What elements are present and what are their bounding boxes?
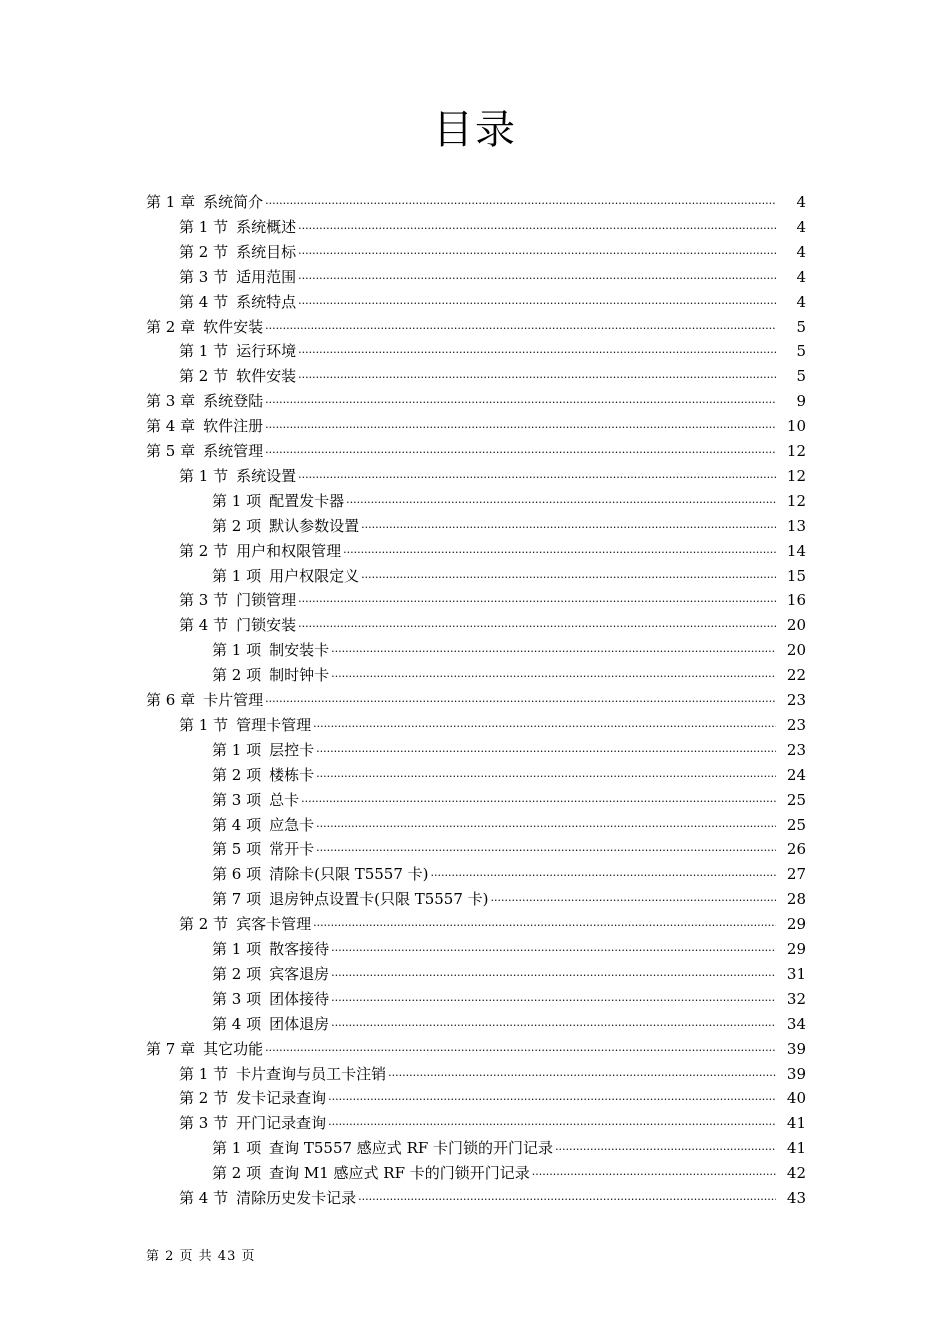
toc-entry-number: 第 1 节 [179,217,229,236]
toc-entry[interactable] [212,937,806,962]
toc-entry-page: 4 [796,267,806,286]
toc-leader-dots [361,512,776,537]
toc-entry-label [212,1161,530,1186]
toc-leader-dots [316,811,776,836]
toc-entry-label [146,688,263,713]
toc-entry-title: 系统简介 [203,193,264,211]
toc-entry-page: 13 [786,516,806,535]
toc-entry-title: 卡片查询与员工卡注销 [236,1064,387,1083]
toc-entry-title: 其它功能 [203,1039,264,1058]
toc-entry-number: 第 2 项 [212,666,262,685]
toc-entry-title: 卡片管理 [203,691,264,709]
toc-entry-label [179,588,296,613]
toc-leader-dots [313,910,776,935]
toc-entry-label [179,240,296,265]
toc-leader-dots [316,761,776,786]
toc-leader-dots [328,1084,776,1109]
toc-entry-page: 26 [786,840,806,859]
toc-entry[interactable] [179,713,806,738]
toc-entry-page: 23 [786,715,806,734]
toc-entry[interactable] [212,788,806,813]
toc-entry[interactable] [179,464,806,489]
toc-entry-label [212,962,329,987]
toc-entry-title: 系统设置 [236,466,297,485]
toc-entry-label [146,1037,263,1062]
toc-entry-number: 第 2 项 [212,964,262,983]
toc-leader-dots [298,213,776,238]
toc-entry-number: 第 2 节 [179,367,229,386]
toc-entry-number: 第 2 项 [212,1164,262,1183]
toc-entry[interactable] [212,564,806,589]
toc-entry-page: 20 [786,616,806,635]
toc-entry-page: 39 [786,1039,806,1058]
toc-entry-label [212,837,314,862]
toc-entry-title: 系统目标 [236,242,297,261]
toc-entry[interactable] [179,290,806,315]
toc-entry-number: 第 1 项 [212,641,262,660]
toc-entry-title: 团体退房 [269,1014,330,1033]
toc-leader-dots [298,586,776,611]
toc-entry-page: 10 [786,417,806,436]
toc-entry-page: 4 [796,217,806,236]
toc-entry-page: 32 [786,989,806,1008]
toc-entry-label [212,738,314,763]
toc-leader-dots [298,263,776,288]
toc-entry-page: 28 [786,890,806,909]
toc-entry-number: 第 2 章 [146,317,196,336]
toc-entry[interactable] [179,613,806,638]
toc-entry-page: 5 [796,367,806,386]
toc-entry-title: 退房钟点设置卡(只限 T5557 卡) [269,890,489,909]
toc-entry-label [212,763,314,788]
toc-leader-dots [316,736,776,761]
toc-entry-label [212,638,329,663]
toc-entry-label [146,414,263,439]
toc-leader-dots [265,188,776,213]
toc-entry-title: 制安装卡 [269,641,330,660]
toc-entry[interactable] [212,862,806,887]
toc-entry-label [212,813,314,838]
toc-leader-dots [346,487,776,512]
toc-entry-title: 适用范围 [236,267,297,286]
toc-entry-number: 第 1 节 [179,1064,229,1083]
toc-leader-dots [331,1010,776,1035]
toc-entry-number: 第 4 节 [179,616,229,635]
toc-entry-title: 用户权限定义 [269,566,360,585]
toc-leader-dots [431,860,776,885]
toc-entry-number: 第 4 项 [212,815,262,834]
toc-entry-title: 系统管理 [203,442,264,460]
toc-entry-title: 团体接待 [269,989,330,1008]
toc-leader-dots [331,985,776,1010]
toc-entry-title: 宾客退房 [269,964,330,983]
toc-entry-title: 层控卡 [269,740,315,759]
toc-entry[interactable] [179,588,806,613]
toc-entry-label [179,265,296,290]
toc-entry-label [212,1136,553,1161]
toc-entry-title: 用户和权限管理 [236,541,342,560]
toc-entry-page: 23 [786,740,806,759]
toc-entry[interactable] [212,887,806,912]
toc-leader-dots [343,537,776,562]
toc-entry-number: 第 4 项 [212,1014,262,1033]
toc-leader-dots [491,885,776,910]
toc-entry[interactable] [179,215,806,240]
toc-leader-dots [265,387,776,412]
toc-entry-title: 查询 M1 感应式 RF 卡的门锁开门记录 [269,1164,530,1183]
toc-entry-page: 31 [786,964,806,983]
toc-entry-title: 散客接待 [269,940,330,958]
toc-entry-number: 第 3 项 [212,989,262,1008]
toc-entry[interactable] [212,837,806,862]
toc-entry-label [179,364,296,389]
toc-leader-dots [298,362,776,387]
toc-entry[interactable] [212,962,806,987]
toc-entry-number: 第 1 章 [146,193,196,211]
toc-entry-label [179,713,311,738]
toc-entry[interactable] [179,240,806,265]
toc-entry[interactable] [212,813,806,838]
toc-entry-title: 管理卡管理 [236,715,312,734]
toc-entry-page: 5 [796,317,806,336]
toc-entry-label [179,1186,356,1211]
toc-entry-title: 门锁安装 [236,616,297,635]
toc-entry-title: 默认参数设置 [269,516,360,535]
toc-entry[interactable] [179,1062,806,1087]
toc-leader-dots [532,1159,776,1184]
toc-entry-title: 查询 T5557 感应式 RF 卡门锁的开门记录 [269,1139,554,1158]
toc-entry-page: 42 [786,1164,806,1183]
toc-entry-page: 4 [796,292,806,311]
toc-entry-title: 运行环境 [236,342,297,361]
toc-entry-page: 24 [786,765,806,784]
toc-leader-dots [331,935,776,960]
toc-entry-title: 系统特点 [236,292,297,311]
toc-entry-label [179,539,341,564]
toc-leader-dots [555,1134,776,1159]
toc-entry[interactable] [146,190,806,215]
toc-entry-page: 29 [786,915,806,934]
toc-entry-label [179,912,311,937]
toc-entry[interactable] [212,489,806,514]
toc-entry-label [179,339,296,364]
toc-entry-title: 软件安装 [203,317,264,336]
toc-entry-title: 应急卡 [269,815,315,834]
toc-entry-label [212,887,489,912]
toc-entry-label [212,788,299,813]
toc-entry-page: 34 [786,1014,806,1033]
toc-entry-number: 第 4 节 [179,292,229,311]
toc-entry[interactable] [179,364,806,389]
toc-entry-title: 楼栋卡 [269,765,315,784]
toc-entry-number: 第 2 节 [179,1089,229,1108]
toc-entry[interactable] [146,1037,806,1062]
toc-entry-page: 23 [786,691,806,709]
toc-entry-page: 14 [786,541,806,560]
toc-leader-dots [298,462,776,487]
toc-entry[interactable] [212,1161,806,1186]
toc-leader-dots [361,562,776,587]
toc-entry-page: 22 [786,666,806,685]
toc-entry[interactable] [179,539,806,564]
toc-entry-number: 第 5 章 [146,442,196,460]
toc-entry-title: 宾客卡管理 [236,915,312,934]
toc-entry[interactable] [212,663,806,688]
toc-entry-number: 第 3 节 [179,267,229,286]
toc-entry-label [146,389,263,414]
toc-entry-number: 第 3 项 [212,790,262,809]
toc-entry[interactable] [146,315,806,340]
toc-entry[interactable] [212,514,806,539]
toc-entry-label [212,1012,329,1037]
toc-entry[interactable] [212,1012,806,1037]
toc-entry-title: 总卡 [269,790,300,809]
toc-entry-label [212,987,329,1012]
toc-entry-number: 第 1 项 [212,566,262,585]
toc-leader-dots [388,1060,776,1085]
toc-entry-number: 第 2 节 [179,915,229,934]
toc-entry-number: 第 7 项 [212,890,262,909]
toc-entry-page: 41 [786,1139,806,1158]
toc-leader-dots [331,960,776,985]
toc-entry[interactable] [146,439,806,464]
toc-entry-number: 第 6 章 [146,691,196,709]
toc-leader-dots [298,337,776,362]
toc-entry-number: 第 1 项 [212,940,262,958]
toc-entry-number: 第 1 项 [212,491,262,510]
toc-entry-label [212,514,359,539]
toc-leader-dots [331,636,776,661]
toc-entry[interactable] [146,414,806,439]
toc-entry-number: 第 3 节 [179,591,229,610]
toc-entry-label [212,862,429,887]
toc-entry-title: 发卡记录查询 [236,1089,327,1108]
toc-entry-number: 第 1 节 [179,342,229,361]
toc-entry-number: 第 4 章 [146,417,196,436]
toc-entry-label [212,937,329,962]
toc-entry[interactable] [212,638,806,663]
toc-entry-title: 清除卡(只限 T5557 卡) [269,865,429,884]
toc-entry-page: 4 [796,193,806,211]
toc-entry-number: 第 4 节 [179,1189,229,1207]
toc-entry[interactable] [179,265,806,290]
toc-entry-number: 第 7 章 [146,1039,196,1058]
toc-entry-number: 第 1 项 [212,740,262,759]
toc-entry-number: 第 2 项 [212,765,262,784]
toc-entry-page: 12 [786,491,806,510]
toc-entry-number: 第 2 节 [179,541,229,560]
toc-entry-page: 41 [786,1114,806,1133]
toc-entry-title: 开门记录查询 [236,1114,327,1133]
toc-leader-dots [298,288,776,313]
toc-entry-label [179,1111,326,1136]
toc-entry-page: 16 [786,591,806,610]
toc-entry[interactable] [179,1111,806,1136]
toc-entry-number: 第 2 节 [179,242,229,261]
toc-entry-label [146,315,263,340]
toc-entry-page: 25 [786,815,806,834]
toc-leader-dots [301,786,776,811]
toc-entry-label [179,290,296,315]
toc-entry-label [212,564,359,589]
toc-entry-title: 系统登陆 [203,392,264,411]
toc-entry[interactable] [179,339,806,364]
toc-entry-label [146,439,263,464]
toc-leader-dots [316,835,776,860]
toc-entry-label [146,190,263,215]
toc-entry[interactable] [146,389,806,414]
toc-leader-dots [328,1109,776,1134]
toc-entry-number: 第 1 节 [179,715,229,734]
toc-entry-page: 20 [786,641,806,660]
toc-entry-label [212,663,329,688]
toc-entry-title: 制时钟卡 [269,666,330,685]
toc-entry-page: 43 [786,1189,806,1207]
toc-entry-page: 25 [786,790,806,809]
toc-entry-title: 软件注册 [203,417,264,436]
toc-entry-number: 第 1 节 [179,466,229,485]
toc-leader-dots [298,238,776,263]
toc-leader-dots [265,686,776,711]
toc-entry-title: 门锁管理 [236,591,297,610]
toc-entry-page: 27 [786,865,806,884]
toc-entry-number: 第 2 项 [212,516,262,535]
toc-entry-title: 清除历史发卡记录 [236,1189,357,1207]
toc-entry-number: 第 6 项 [212,865,262,884]
toc-entry[interactable] [179,1186,806,1211]
toc-entry-page: 5 [796,342,806,361]
toc-entry-number: 第 3 章 [146,392,196,411]
toc-entry-label [179,1062,386,1087]
toc-entry-label [212,489,344,514]
toc-leader-dots [358,1184,776,1209]
toc-leader-dots [298,611,776,636]
toc-entry-page: 15 [786,566,806,585]
toc-leader-dots [331,661,776,686]
toc-entry-number: 第 3 节 [179,1114,229,1133]
toc-entry-title: 常开卡 [269,840,315,859]
toc-entry[interactable] [146,688,806,713]
toc-entry-page: 40 [786,1089,806,1108]
toc-entry-label [179,613,296,638]
toc-entry-page: 12 [786,466,806,485]
toc-entry[interactable] [212,1136,806,1161]
toc-entry-label [179,215,296,240]
toc-entry-title: 软件安装 [236,367,297,386]
toc-leader-dots [265,437,776,462]
toc-entry[interactable] [212,763,806,788]
toc-leader-dots [265,412,776,437]
toc-entry[interactable] [179,1086,806,1111]
toc-entry-label [179,1086,326,1111]
toc-entry-number: 第 1 项 [212,1139,262,1158]
toc-entry-page: 9 [796,392,806,411]
page-footer: 第 2 页 共 43 页 [146,1249,256,1264]
toc-entry-label [179,464,296,489]
toc-leader-dots [265,313,776,338]
toc-entry-page: 29 [786,940,806,958]
toc-entry[interactable] [212,738,806,763]
toc-leader-dots [265,1035,776,1060]
toc-leader-dots [313,711,776,736]
toc-entry-page: 12 [786,442,806,460]
toc-entry-number: 第 5 项 [212,840,262,859]
toc-entry-page: 4 [796,242,806,261]
toc-entry-page: 39 [786,1064,806,1083]
toc-entry[interactable] [212,987,806,1012]
toc-entry-title: 系统概述 [236,217,297,236]
toc-entry[interactable] [179,912,806,937]
toc-entry-title: 配置发卡器 [269,491,345,510]
page-title: 目录 [433,107,517,153]
